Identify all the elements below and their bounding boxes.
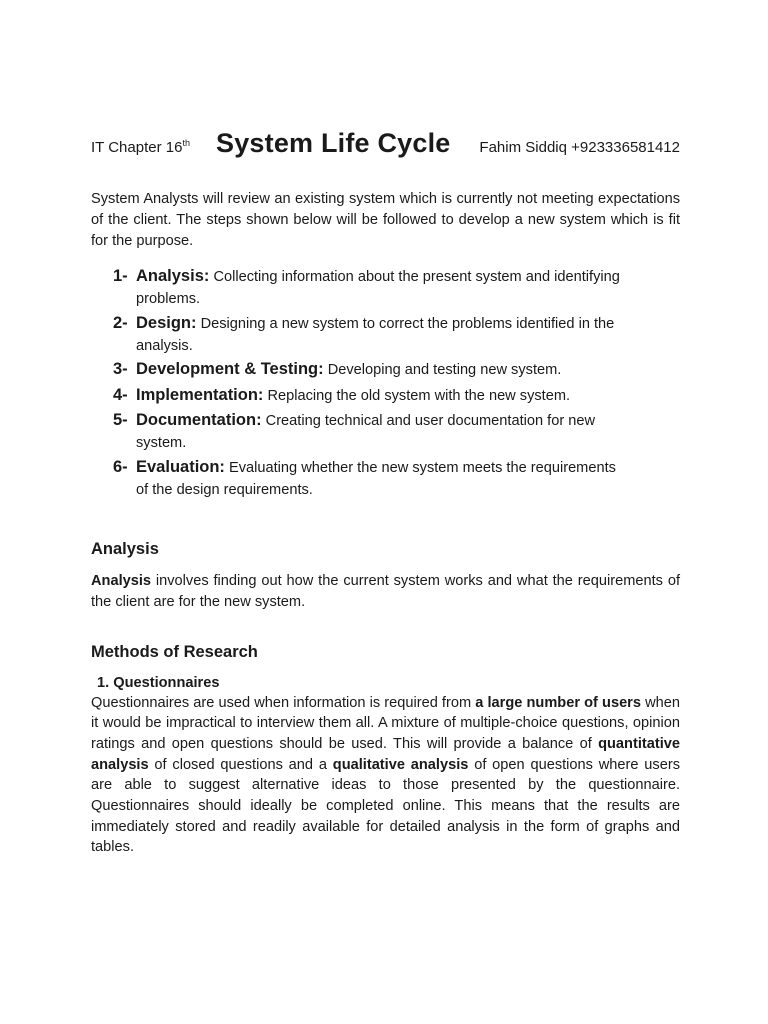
emphasis-large-number-users: a large number of users: [475, 694, 641, 711]
step-description-continued: system.: [136, 435, 187, 451]
analysis-paragraph: [91, 571, 680, 613]
step-item-documentation: [91, 409, 680, 454]
step-item-evaluation: [91, 456, 680, 501]
step-number: 1-: [113, 267, 128, 285]
author-contact: Fahim Siddiq +923336581412: [479, 139, 680, 156]
document-page: [91, 128, 680, 858]
intro-paragraph: System Analysts will review an existing system which is currently not meeting expectations of the client. The steps shown below will be followed to develop a new system which is fit for the purpose.: [91, 191, 680, 249]
analysis-bold-term: Analysis: [91, 572, 152, 589]
step-item-analysis: [91, 265, 680, 310]
document-header: [91, 128, 680, 159]
step-item-implementation: [91, 384, 680, 408]
step-description: Collecting information about the present system and identifying: [213, 269, 620, 285]
step-number: 2-: [113, 313, 128, 332]
step-number: 4-: [113, 385, 128, 404]
step-term: Implementation:: [136, 385, 264, 404]
step-term: Design:: [136, 313, 197, 332]
page-title: System Life Cycle: [216, 128, 451, 158]
questionnaires-paragraph: Questionnaires are used when information is required from a large number of users when it would be impractical to interview them all. A mixture of multiple-choice questions, opinion ratings and open questions should be used. This will provide a balance of quantitative analysis of closed questions and a qualitative analysis of open questions where users are able to suggest alternative ideas to those presented by the questionnaire. Questionnaires should ideally be completed online. This means that the results are immediately stored and readily available for detailed analysis in the form of graphs and tables.: [91, 694, 680, 856]
step-description-continued: analysis.: [136, 337, 193, 354]
questionnaires-heading: 1. Questionnaires: [97, 674, 220, 691]
chapter-label: IT Chapter 16th: [91, 138, 190, 156]
emphasis-quantitative-analysis: quantitative analysis: [91, 735, 680, 773]
step-term: Evaluation:: [136, 457, 225, 476]
step-term: Development & Testing:: [136, 360, 324, 378]
step-description: Evaluating whether the new system meets the requirements: [229, 459, 616, 476]
step-description: Designing a new system to correct the problems identified in the: [200, 315, 615, 332]
step-item-development-testing: [91, 358, 680, 382]
step-description: Developing and testing new system.: [327, 362, 562, 378]
step-description: Creating technical and user documentation for new: [265, 413, 596, 429]
step-number: 6-: [113, 457, 128, 476]
step-description-continued: problems.: [136, 291, 201, 307]
life-cycle-steps: [91, 265, 680, 501]
step-number: 5-: [113, 411, 128, 429]
emphasis-qualitative-analysis: qualitative analysis: [332, 756, 469, 773]
methods-heading: Methods of Research: [91, 642, 258, 661]
step-term: Analysis:: [136, 267, 210, 285]
step-description-continued: of the design requirements.: [136, 481, 313, 498]
step-term: Documentation:: [136, 411, 262, 429]
analysis-text: involves finding out how the current system works and what the requirements of the client are for the new system.: [91, 572, 680, 610]
step-description: Replacing the old system with the new system.: [267, 387, 571, 404]
chapter-superscript: th: [182, 138, 190, 148]
analysis-heading: Analysis: [91, 539, 159, 558]
step-number: 3-: [113, 360, 128, 378]
step-item-design: [91, 312, 680, 357]
